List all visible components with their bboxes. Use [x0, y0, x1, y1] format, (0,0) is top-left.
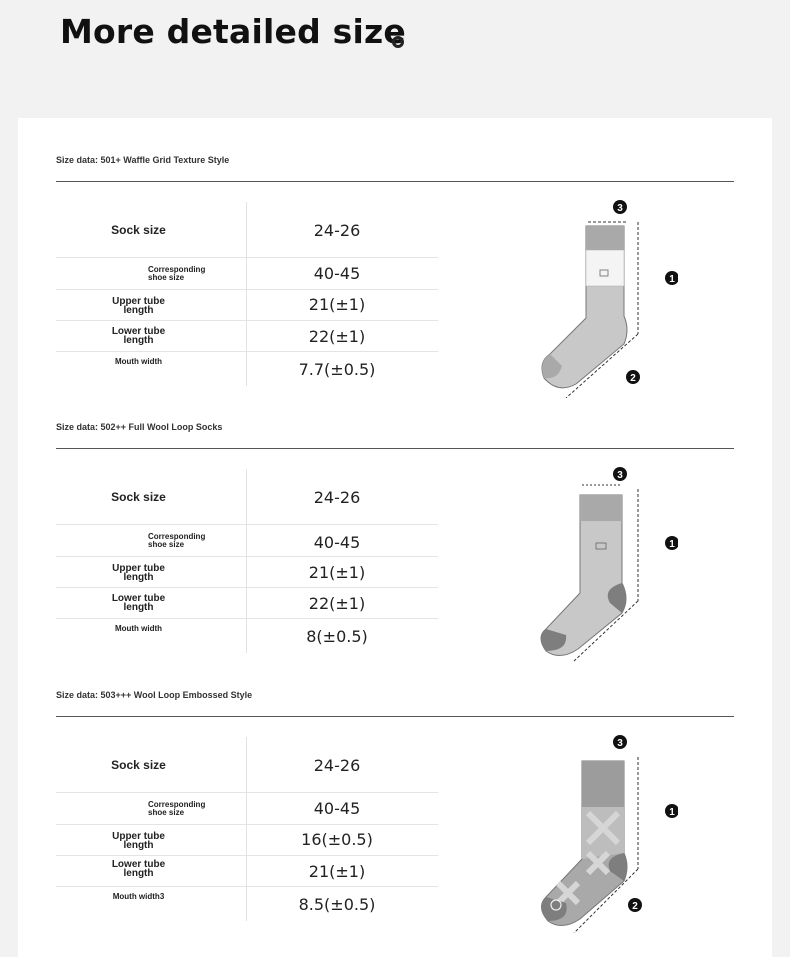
section-divider [56, 448, 734, 449]
row-value: 21(±1) [308, 862, 366, 881]
row-value: 24-26 [313, 756, 361, 775]
size-chart-card [18, 118, 772, 957]
table-row [56, 738, 438, 793]
sock-cuff [586, 226, 624, 250]
row-label: Corresponding shoe size [148, 265, 206, 282]
row-value: 8(±0.5) [306, 627, 368, 646]
row-value: 22(±1) [308, 594, 366, 613]
page-title: More detailed size [60, 12, 406, 51]
sock-cuff [580, 495, 622, 521]
table-row [56, 887, 438, 921]
row-value: 24-26 [313, 488, 361, 507]
sock-diagram [518, 465, 678, 665]
row-label: Lower tube length [111, 859, 166, 879]
row-label: Lower tube length [111, 326, 166, 346]
row-label: Mouth width3 [112, 892, 165, 901]
sock-cuff [582, 761, 624, 807]
row-label: Sock size [111, 490, 166, 504]
row-value: 7.7(±0.5) [298, 360, 376, 379]
row-label: Sock size [111, 223, 166, 237]
sock-diagram [518, 198, 678, 398]
marker-label: 1 [669, 539, 675, 550]
table-row [56, 825, 438, 856]
row-label: Sock size [111, 758, 166, 772]
table-row [56, 321, 438, 352]
marker-label: 2 [632, 901, 638, 912]
marker-label: 1 [669, 274, 675, 285]
table-row [56, 793, 438, 825]
size-section-503 [18, 653, 772, 913]
table-row [56, 525, 438, 557]
table-row [56, 203, 438, 258]
row-label: Upper tube length [112, 831, 165, 851]
table-row [56, 557, 438, 588]
table-row [56, 470, 438, 525]
sock-diagram [518, 733, 678, 933]
size-section-501 [18, 118, 772, 384]
table-row [56, 258, 438, 290]
row-value: 21(±1) [308, 295, 366, 314]
marker-label: 1 [669, 807, 675, 818]
row-label: Corresponding shoe size [148, 532, 206, 549]
row-value: 22(±1) [308, 327, 366, 346]
row-value: 8.5(±0.5) [298, 895, 376, 914]
row-label: Lower tube length [111, 593, 166, 613]
size-section-502 [18, 385, 772, 645]
row-value: 40-45 [313, 799, 361, 818]
row-value: 24-26 [313, 221, 361, 240]
circle-icon [392, 36, 404, 48]
row-label: Corresponding shoe size [148, 800, 206, 817]
row-label: Mouth width [114, 357, 163, 366]
section-label: Size data: 502++ Full Wool Loop Socks [56, 422, 223, 432]
row-label: Mouth width [114, 624, 163, 633]
marker-label: 3 [617, 470, 623, 481]
marker-label: 3 [617, 203, 623, 214]
row-value: 16(±0.5) [301, 830, 373, 849]
table-row [56, 588, 438, 619]
row-value: 40-45 [313, 533, 361, 552]
table-row [56, 290, 438, 321]
marker-label: 2 [630, 373, 636, 384]
table-row [56, 352, 438, 386]
row-label: Upper tube length [112, 296, 165, 316]
row-value: 21(±1) [308, 563, 366, 582]
section-label: Size data: 503+++ Wool Loop Embossed Style [56, 690, 253, 700]
section-label: Size data: 501+ Waffle Grid Texture Style [56, 155, 230, 165]
marker-label: 3 [617, 738, 623, 749]
row-value: 40-45 [313, 264, 361, 283]
table-row [56, 619, 438, 653]
section-divider [56, 716, 734, 717]
row-label: Upper tube length [112, 563, 165, 583]
section-divider [56, 181, 734, 182]
sock-panel [586, 250, 624, 286]
table-row [56, 856, 438, 887]
